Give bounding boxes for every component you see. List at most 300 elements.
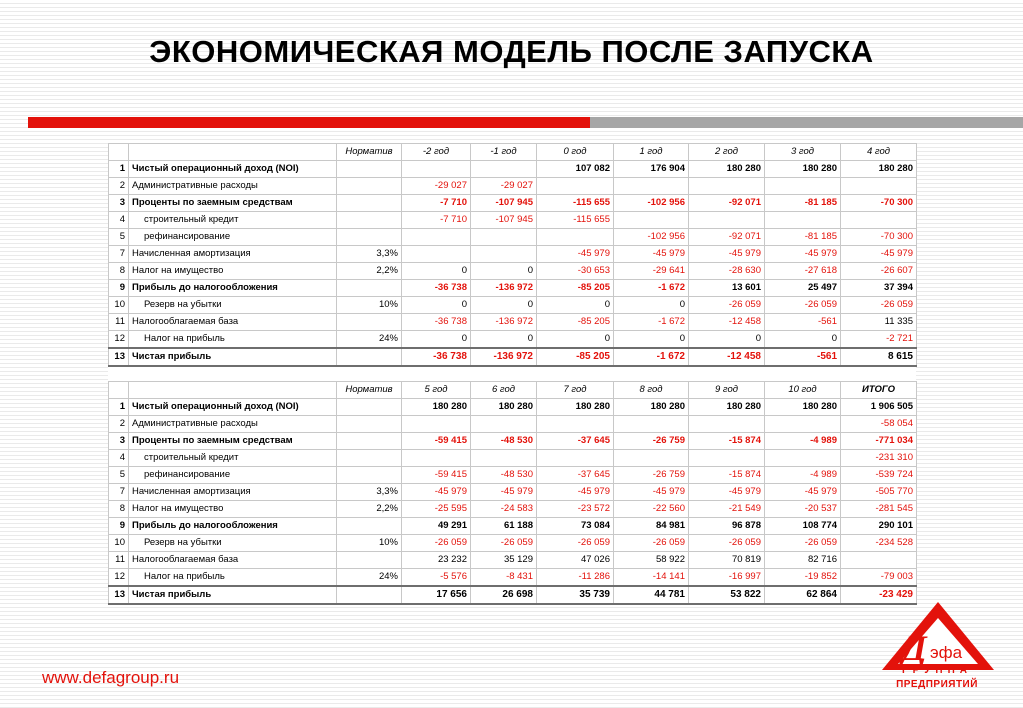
value-cell: 180 280 — [614, 399, 689, 416]
value-cell: -45 979 — [402, 484, 471, 501]
spacer-cell — [109, 366, 129, 382]
value-cell: 0 — [471, 297, 537, 314]
table-row — [109, 569, 917, 587]
value-cell — [537, 450, 614, 467]
spacer-cell — [689, 366, 765, 382]
row-label: строительный кредит — [129, 450, 337, 467]
value-cell: 176 904 — [614, 161, 689, 178]
table-total-row — [109, 348, 917, 366]
column-header: Норматив — [337, 144, 402, 161]
table-row — [109, 552, 917, 569]
total-value-cell: 35 739 — [537, 586, 614, 604]
spacer-cell — [337, 366, 402, 382]
table-row — [109, 535, 917, 552]
model-table — [108, 143, 917, 605]
row-number: 1 — [109, 161, 129, 178]
value-cell: 0 — [765, 331, 841, 349]
row-number: 5 — [109, 467, 129, 484]
value-cell — [402, 229, 471, 246]
value-cell — [471, 416, 537, 433]
header-blank-cell — [129, 382, 337, 399]
value-cell: -81 185 — [765, 229, 841, 246]
table-row — [109, 280, 917, 297]
value-cell: -1 672 — [614, 314, 689, 331]
norm-cell — [337, 229, 402, 246]
column-header: Норматив — [337, 382, 402, 399]
norm-cell — [337, 195, 402, 212]
value-cell: -29 027 — [402, 178, 471, 195]
table-header-row — [109, 382, 917, 399]
row-label: строительный кредит — [129, 212, 337, 229]
value-cell: -25 595 — [402, 501, 471, 518]
value-cell: -539 724 — [841, 467, 917, 484]
value-cell: 180 280 — [765, 161, 841, 178]
norm-cell — [337, 586, 402, 604]
value-cell: -45 979 — [689, 484, 765, 501]
value-cell: -26 059 — [841, 297, 917, 314]
value-cell: 0 — [402, 331, 471, 349]
value-cell: -81 185 — [765, 195, 841, 212]
spacer-cell — [537, 366, 614, 382]
value-cell: -115 655 — [537, 195, 614, 212]
total-value-cell: 26 698 — [471, 586, 537, 604]
row-number: 2 — [109, 416, 129, 433]
value-cell: -4 989 — [765, 433, 841, 450]
value-cell: -29 641 — [614, 263, 689, 280]
column-header: 7 год — [537, 382, 614, 399]
row-label: Резерв на убытки — [129, 535, 337, 552]
spacer-cell — [471, 366, 537, 382]
table-row — [109, 161, 917, 178]
value-cell — [471, 246, 537, 263]
norm-cell — [337, 212, 402, 229]
row-number: 11 — [109, 314, 129, 331]
table-row — [109, 212, 917, 229]
value-cell: -2 721 — [841, 331, 917, 349]
value-cell: -45 979 — [471, 484, 537, 501]
value-cell: -79 003 — [841, 569, 917, 587]
value-cell: -14 141 — [614, 569, 689, 587]
value-cell: 70 819 — [689, 552, 765, 569]
value-cell: 0 — [614, 331, 689, 349]
value-cell: -505 770 — [841, 484, 917, 501]
value-cell: -26 607 — [841, 263, 917, 280]
value-cell: -30 653 — [537, 263, 614, 280]
value-cell: 180 280 — [689, 161, 765, 178]
value-cell: -45 979 — [689, 246, 765, 263]
value-cell — [537, 416, 614, 433]
value-cell: -45 979 — [765, 484, 841, 501]
spacer-cell — [614, 366, 689, 382]
header-blank-cell — [109, 382, 129, 399]
value-cell: 0 — [689, 331, 765, 349]
value-cell: -26 759 — [614, 433, 689, 450]
value-cell: -85 205 — [537, 280, 614, 297]
value-cell — [689, 450, 765, 467]
value-cell: 290 101 — [841, 518, 917, 535]
value-cell — [841, 178, 917, 195]
value-cell: -281 545 — [841, 501, 917, 518]
table-row — [109, 450, 917, 467]
value-cell: -29 027 — [471, 178, 537, 195]
norm-cell: 3,3% — [337, 484, 402, 501]
column-header: 9 год — [689, 382, 765, 399]
value-cell — [537, 229, 614, 246]
value-cell: 180 280 — [765, 399, 841, 416]
value-cell: -102 956 — [614, 195, 689, 212]
table-row — [109, 467, 917, 484]
website-link[interactable]: www.defagroup.ru — [42, 668, 180, 687]
value-cell: -5 576 — [402, 569, 471, 587]
total-value-cell: 53 822 — [689, 586, 765, 604]
spacer-cell — [402, 366, 471, 382]
value-cell — [614, 178, 689, 195]
table-row — [109, 297, 917, 314]
value-cell — [402, 416, 471, 433]
row-number: 4 — [109, 450, 129, 467]
value-cell: -70 300 — [841, 195, 917, 212]
norm-cell: 2,2% — [337, 501, 402, 518]
value-cell: 58 922 — [614, 552, 689, 569]
row-label: Административные расходы — [129, 416, 337, 433]
value-cell: 0 — [402, 263, 471, 280]
value-cell: 37 394 — [841, 280, 917, 297]
norm-cell — [337, 416, 402, 433]
table-row — [109, 314, 917, 331]
row-label: Прибыль до налогообложения — [129, 280, 337, 297]
value-cell: 13 601 — [689, 280, 765, 297]
total-value-cell: -12 458 — [689, 348, 765, 366]
total-value-cell: -85 205 — [537, 348, 614, 366]
row-number: 3 — [109, 433, 129, 450]
row-label: Налогооблагаемая база — [129, 314, 337, 331]
table-spacer-row — [109, 366, 917, 382]
table-row — [109, 433, 917, 450]
value-cell: -45 979 — [614, 484, 689, 501]
value-cell — [402, 161, 471, 178]
value-cell: -136 972 — [471, 280, 537, 297]
value-cell: 0 — [537, 297, 614, 314]
column-header: -2 год — [402, 144, 471, 161]
row-label: Налог на имущество — [129, 263, 337, 280]
model-table-body — [109, 144, 917, 605]
value-cell: -59 415 — [402, 467, 471, 484]
table-row — [109, 246, 917, 263]
value-cell: -45 979 — [765, 246, 841, 263]
value-cell: -16 997 — [689, 569, 765, 587]
value-cell: 180 280 — [841, 161, 917, 178]
value-cell: -48 530 — [471, 433, 537, 450]
value-cell: -15 874 — [689, 433, 765, 450]
row-label: Чистый операционный доход (NOI) — [129, 399, 337, 416]
table-row — [109, 518, 917, 535]
column-header: 5 год — [402, 382, 471, 399]
value-cell: -115 655 — [537, 212, 614, 229]
value-cell — [471, 229, 537, 246]
value-cell: -85 205 — [537, 314, 614, 331]
page-title: ЭКОНОМИЧЕСКАЯ МОДЕЛЬ ПОСЛЕ ЗАПУСКА — [149, 34, 874, 69]
column-header: 4 год — [841, 144, 917, 161]
row-number: 13 — [109, 586, 129, 604]
row-number: 11 — [109, 552, 129, 569]
value-cell: 73 084 — [537, 518, 614, 535]
table-header-row — [109, 144, 917, 161]
value-cell — [765, 178, 841, 195]
norm-cell — [337, 433, 402, 450]
row-number: 10 — [109, 297, 129, 314]
value-cell — [614, 416, 689, 433]
value-cell: -136 972 — [471, 314, 537, 331]
value-cell: -70 300 — [841, 229, 917, 246]
value-cell: -37 645 — [537, 433, 614, 450]
value-cell: -26 059 — [471, 535, 537, 552]
value-cell: 0 — [471, 331, 537, 349]
value-cell: 47 026 — [537, 552, 614, 569]
column-header: 2 год — [689, 144, 765, 161]
column-header: 0 год — [537, 144, 614, 161]
value-cell — [765, 212, 841, 229]
norm-cell: 24% — [337, 331, 402, 349]
value-cell: -28 630 — [689, 263, 765, 280]
spacer-cell — [129, 366, 337, 382]
value-cell — [402, 450, 471, 467]
value-cell: -7 710 — [402, 212, 471, 229]
row-number: 13 — [109, 348, 129, 366]
row-number: 10 — [109, 535, 129, 552]
row-label: Прибыль до налогообложения — [129, 518, 337, 535]
value-cell: -19 852 — [765, 569, 841, 587]
accent-bar-red — [28, 117, 590, 128]
logo-line-1: ГРУППА — [901, 665, 973, 676]
row-number: 9 — [109, 280, 129, 297]
column-header: 8 год — [614, 382, 689, 399]
value-cell: -4 989 — [765, 467, 841, 484]
row-number: 4 — [109, 212, 129, 229]
row-label: Административные расходы — [129, 178, 337, 195]
norm-cell: 24% — [337, 569, 402, 587]
value-cell: -26 059 — [614, 535, 689, 552]
value-cell: -26 059 — [689, 535, 765, 552]
logo-line-2: ПРЕДПРИЯТИЙ — [896, 679, 978, 690]
value-cell: 61 188 — [471, 518, 537, 535]
financial-model-sheet — [108, 143, 916, 605]
row-number: 8 — [109, 263, 129, 280]
value-cell: 108 774 — [765, 518, 841, 535]
value-cell — [689, 416, 765, 433]
value-cell: 82 716 — [765, 552, 841, 569]
value-cell: -23 572 — [537, 501, 614, 518]
row-label: Чистый операционный доход (NOI) — [129, 161, 337, 178]
row-label: Налог на прибыль — [129, 331, 337, 349]
table-row — [109, 484, 917, 501]
total-value-cell: 17 656 — [402, 586, 471, 604]
row-label: Проценты по заемным средствам — [129, 195, 337, 212]
value-cell — [614, 212, 689, 229]
row-label: Начисленная амортизация — [129, 484, 337, 501]
row-label: Налогооблагаемая база — [129, 552, 337, 569]
norm-cell: 10% — [337, 535, 402, 552]
value-cell: -1 672 — [614, 280, 689, 297]
norm-cell — [337, 552, 402, 569]
value-cell: -48 530 — [471, 467, 537, 484]
value-cell: 96 878 — [689, 518, 765, 535]
value-cell — [471, 161, 537, 178]
value-cell: -92 071 — [689, 229, 765, 246]
value-cell: -561 — [765, 314, 841, 331]
value-cell: 0 — [537, 331, 614, 349]
value-cell: 11 335 — [841, 314, 917, 331]
table-row — [109, 229, 917, 246]
value-cell: -26 059 — [402, 535, 471, 552]
value-cell: 84 981 — [614, 518, 689, 535]
accent-bar-grey — [590, 117, 1023, 128]
value-cell: -45 979 — [614, 246, 689, 263]
table-row — [109, 399, 917, 416]
table-row — [109, 416, 917, 433]
table-row — [109, 178, 917, 195]
value-cell: -27 618 — [765, 263, 841, 280]
total-value-cell: -1 672 — [614, 348, 689, 366]
value-cell: -11 286 — [537, 569, 614, 587]
value-cell: -102 956 — [614, 229, 689, 246]
table-row — [109, 263, 917, 280]
norm-cell — [337, 161, 402, 178]
value-cell — [471, 450, 537, 467]
table-total-row — [109, 586, 917, 604]
value-cell: -26 059 — [765, 535, 841, 552]
value-cell: -24 583 — [471, 501, 537, 518]
value-cell — [765, 416, 841, 433]
value-cell: -107 945 — [471, 195, 537, 212]
value-cell: -45 979 — [537, 246, 614, 263]
total-value-cell: -136 972 — [471, 348, 537, 366]
row-number: 1 — [109, 399, 129, 416]
column-header: 6 год — [471, 382, 537, 399]
row-number: 12 — [109, 569, 129, 587]
value-cell: -58 054 — [841, 416, 917, 433]
value-cell: -7 710 — [402, 195, 471, 212]
norm-cell — [337, 280, 402, 297]
row-label: рефинансирование — [129, 467, 337, 484]
value-cell: -234 528 — [841, 535, 917, 552]
value-cell — [841, 212, 917, 229]
value-cell: 49 291 — [402, 518, 471, 535]
value-cell: -37 645 — [537, 467, 614, 484]
spacer-cell — [841, 366, 917, 382]
total-value-cell: 44 781 — [614, 586, 689, 604]
norm-cell — [337, 467, 402, 484]
value-cell: -45 979 — [537, 484, 614, 501]
table-row — [109, 331, 917, 349]
value-cell: 1 906 505 — [841, 399, 917, 416]
value-cell — [841, 552, 917, 569]
value-cell: -15 874 — [689, 467, 765, 484]
norm-cell — [337, 178, 402, 195]
norm-cell — [337, 450, 402, 467]
norm-cell — [337, 348, 402, 366]
row-label: рефинансирование — [129, 229, 337, 246]
row-label: Чистая прибыль — [129, 586, 337, 604]
value-cell: 35 129 — [471, 552, 537, 569]
value-cell: -21 549 — [689, 501, 765, 518]
column-header: -1 год — [471, 144, 537, 161]
value-cell: -12 458 — [689, 314, 765, 331]
value-cell: -8 431 — [471, 569, 537, 587]
value-cell: -26 059 — [765, 297, 841, 314]
value-cell — [614, 450, 689, 467]
header-blank-cell — [129, 144, 337, 161]
svg-text:Д: Д — [902, 628, 927, 668]
value-cell: -45 979 — [841, 246, 917, 263]
row-number: 3 — [109, 195, 129, 212]
row-number: 8 — [109, 501, 129, 518]
row-number: 5 — [109, 229, 129, 246]
norm-cell: 2,2% — [337, 263, 402, 280]
value-cell: 107 082 — [537, 161, 614, 178]
value-cell: -107 945 — [471, 212, 537, 229]
column-header: 1 год — [614, 144, 689, 161]
value-cell: 180 280 — [689, 399, 765, 416]
value-cell: -26 059 — [689, 297, 765, 314]
row-label: Налог на прибыль — [129, 569, 337, 587]
row-number: 12 — [109, 331, 129, 349]
svg-text:эфа: эфа — [930, 643, 963, 662]
value-cell: 23 232 — [402, 552, 471, 569]
value-cell: -771 034 — [841, 433, 917, 450]
value-cell: -59 415 — [402, 433, 471, 450]
norm-cell: 10% — [337, 297, 402, 314]
value-cell: -92 071 — [689, 195, 765, 212]
row-number: 7 — [109, 484, 129, 501]
value-cell: -36 738 — [402, 280, 471, 297]
value-cell: -231 310 — [841, 450, 917, 467]
value-cell: 0 — [402, 297, 471, 314]
header-blank-cell — [109, 144, 129, 161]
total-value-cell: 62 864 — [765, 586, 841, 604]
row-label: Начисленная амортизация — [129, 246, 337, 263]
row-label: Резерв на убытки — [129, 297, 337, 314]
row-label: Чистая прибыль — [129, 348, 337, 366]
norm-cell: 3,3% — [337, 246, 402, 263]
column-header: 10 год — [765, 382, 841, 399]
value-cell — [402, 246, 471, 263]
value-cell: 25 497 — [765, 280, 841, 297]
table-row — [109, 195, 917, 212]
norm-cell — [337, 518, 402, 535]
value-cell — [689, 178, 765, 195]
value-cell: 180 280 — [471, 399, 537, 416]
column-header: 3 год — [765, 144, 841, 161]
row-label: Проценты по заемным средствам — [129, 433, 337, 450]
value-cell: -26 059 — [537, 535, 614, 552]
total-value-cell: -23 429 — [841, 586, 917, 604]
row-number: 2 — [109, 178, 129, 195]
row-label: Налог на имущество — [129, 501, 337, 518]
column-header: ИТОГО — [841, 382, 917, 399]
table-row — [109, 501, 917, 518]
spacer-cell — [765, 366, 841, 382]
norm-cell — [337, 399, 402, 416]
value-cell: 180 280 — [537, 399, 614, 416]
value-cell: -26 759 — [614, 467, 689, 484]
value-cell: 0 — [471, 263, 537, 280]
row-number: 7 — [109, 246, 129, 263]
row-number: 9 — [109, 518, 129, 535]
value-cell — [765, 450, 841, 467]
value-cell: 180 280 — [402, 399, 471, 416]
total-value-cell: -36 738 — [402, 348, 471, 366]
total-value-cell: -561 — [765, 348, 841, 366]
